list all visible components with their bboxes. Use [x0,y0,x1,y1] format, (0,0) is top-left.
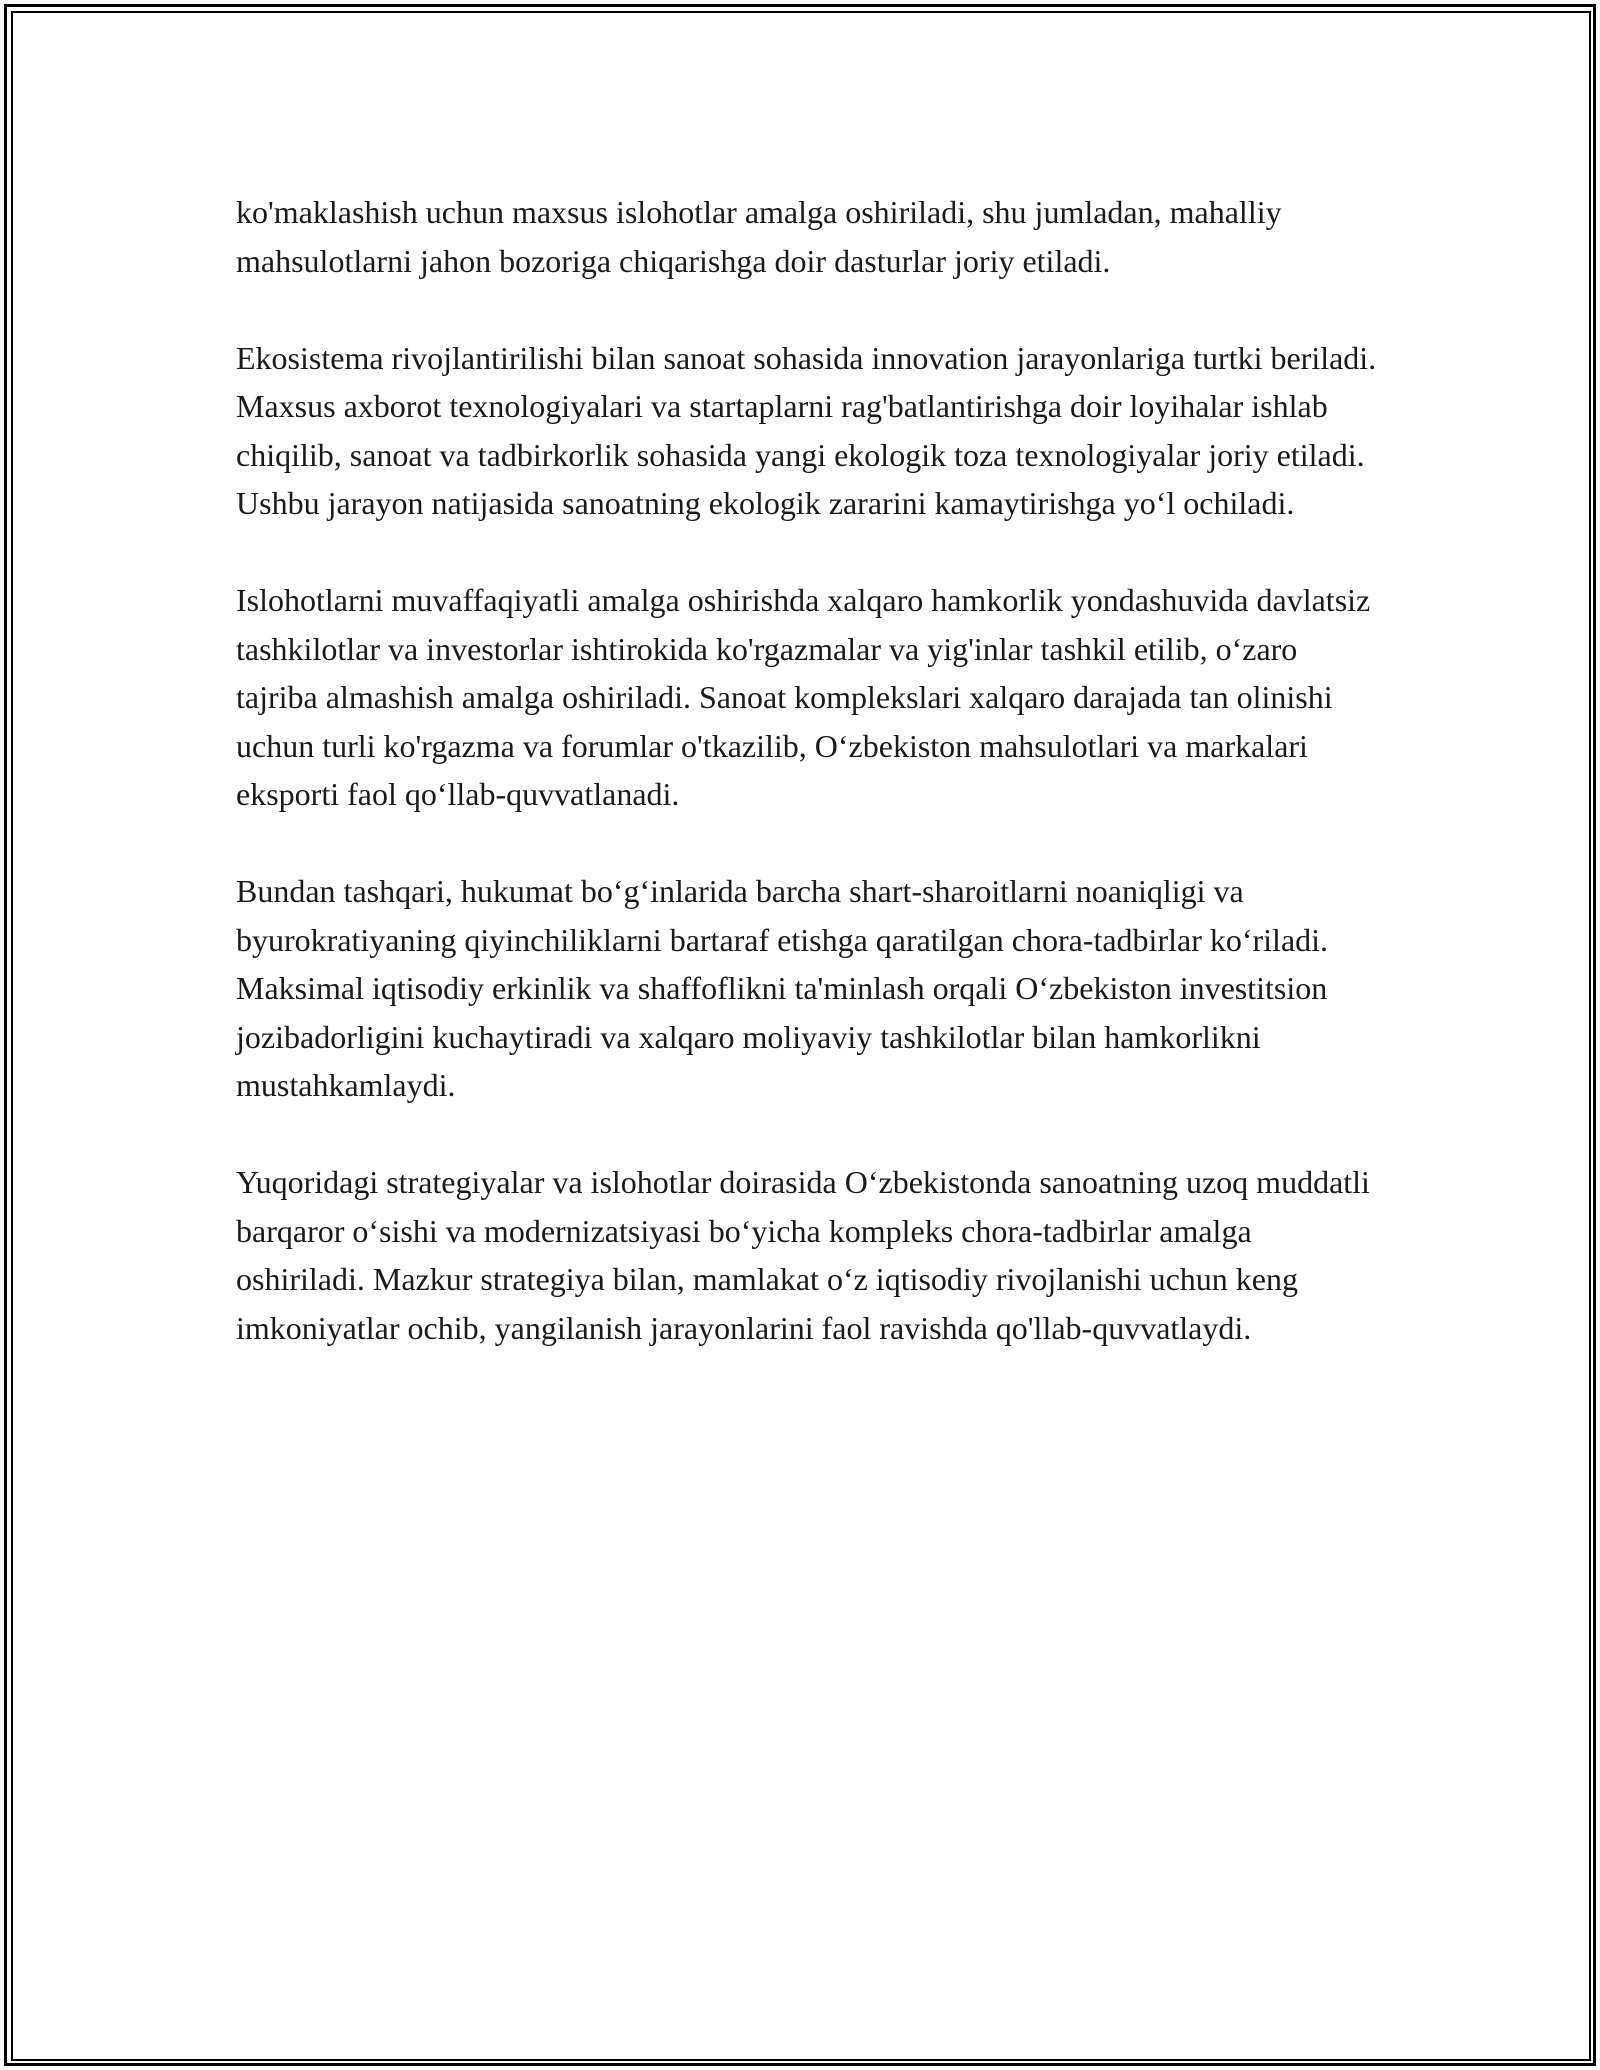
paragraph-3: Islohotlarni muvaffaqiyatli amalga oshirishda xalqaro hamkorlik yondashuvida davlatsiz tashkilotlar va investorlar ishtirokida ko'rgazmalar va yig'inlar tashkil etilib, o‘zaro tajriba almashish amalga oshiriladi. Sanoat komplekslari xalqaro darajada tan olinishi uchun turli ko'rgazma va forumlar o'tkazilib, O‘zbekiston mahsulotlari va markalari eksporti faol qo‘llab-quvvatlanadi. [236,582,1371,812]
paragraph-5: Yuqoridagi strategiyalar va islohotlar doirasida O‘zbekistonda sanoatning uzoq muddatli barqaror o‘sishi va modernizatsiyasi bo‘yicha kompleks chora-tadbirlar amalga oshiriladi. Mazkur strategiya bilan, mamlakat o‘z iqtisodiy rivojlanishi uchun keng imkoniyatlar ochib, yangilanish jarayonlarini faol ravishda qo'llab-quvvatlaydi. [236,1164,1370,1346]
paragraph-2: Ekosistema rivojlantirilishi bilan sanoat sohasida innovation jarayonlariga turtki beriladi. Maxsus axborot texnologiyalari va startaplarni rag'batlantirishga doir loyihalar ishlab chiqilib, sanoat va tadbirkorlik sohasida yangi ekologik toza texnologiyalar joriy etiladi. Ushbu jarayon natijasida sanoatning ekologik zararini kamaytirishga yo‘l ochiladi. [236,339,1377,521]
document-body [236,188,1382,1401]
paragraph-1: ko'maklashish uchun maxsus islohotlar amalga oshiriladi, shu jumladan, mahalliy mahsulotlarni jahon bozoriga chiqarishga doir dasturlar joriy etiladi. [236,194,1282,279]
paragraph-4: Bundan tashqari, hukumat bo‘g‘inlarida barcha shart-sharoitlarni noaniqligi va byurokratiyaning qiyinchiliklarni bartaraf etishga qaratilgan chora-tadbirlar ko‘riladi. Maksimal iqtisodiy erkinlik va shaffoflikni ta'minlash orqali O‘zbekiston investitsion jozibadorligini kuchaytiradi va xalqaro moliyaviy tashkilotlar bilan hamkorlikni mustahkamlaydi. [236,873,1329,1103]
